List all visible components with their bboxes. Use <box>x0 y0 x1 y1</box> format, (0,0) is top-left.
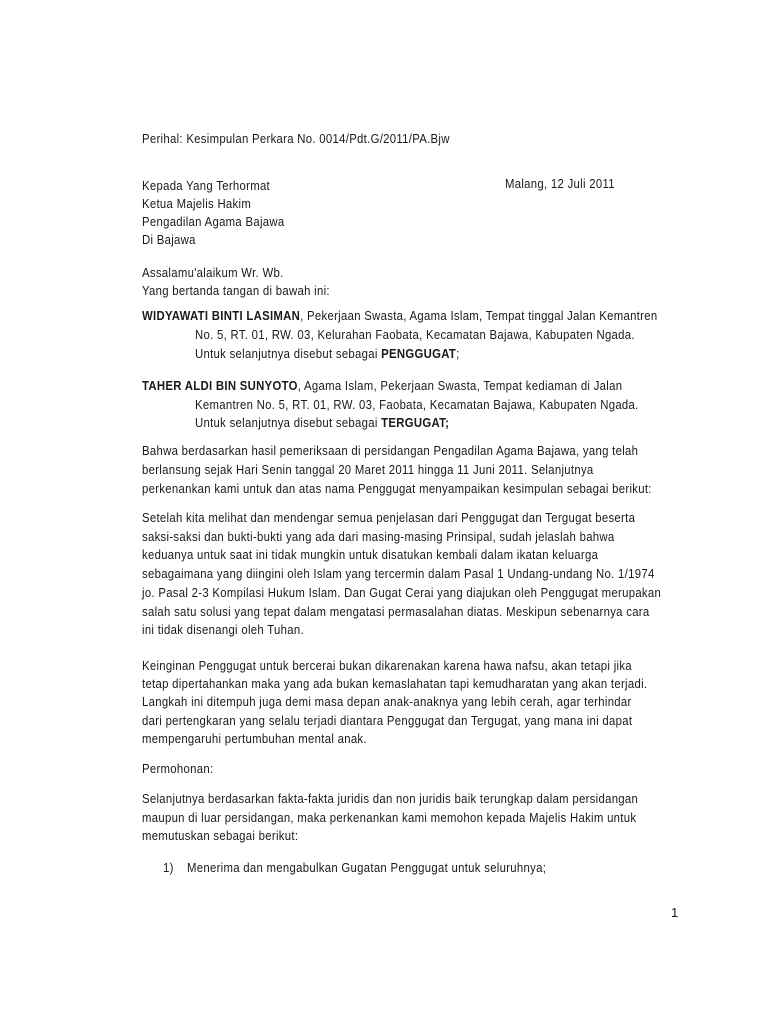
party2-designation-text: Untuk selanjutnya disebut sebagai <box>195 415 382 430</box>
permohonan-heading: Permohonan: <box>142 761 214 776</box>
party2-name: TAHER ALDI BIN SUNYOTO <box>142 378 298 393</box>
recipient-line-4: Di Bajawa <box>142 232 196 247</box>
para3-line: Keinginan Penggugat untuk bercerai bukan dikarenakan karena hawa nafsu, akan tetapi jika <box>142 658 632 673</box>
party1-name: WIDYAWATI BINTI LASIMAN <box>142 308 301 323</box>
para2-line: Setelah kita melihat dan mendengar semua penjelasan dari Penggugat dan Tergugat beserta <box>142 510 636 525</box>
party2-line-2: Kemantren No. 5, RT. 01, RW. 03, Faobata, Kecamatan Bajawa, Kabupaten Ngada. <box>195 397 639 412</box>
party1-designation-text: Untuk selanjutnya disebut sebagai <box>195 346 382 361</box>
party2-details: , Agama Islam, Pekerjaan Swasta, Tempat kediaman di Jalan <box>297 378 623 393</box>
para1-line: Bahwa berdasarkan hasil pemeriksaan di persidangan Pengadilan Agama Bajawa, yang telah <box>142 443 639 458</box>
para4-line: maupun di luar persidangan, maka perkenankan kami memohon kepada Majelis Hakim untuk <box>142 810 637 825</box>
greeting: Assalamu'alaikum Wr. Wb. <box>142 265 284 280</box>
party1-role: PENGGUGAT <box>381 346 457 361</box>
para3-line: tetap dipertahankan maka yang ada bukan kemaslahatan tapi kemudharatan yang akan terjadi. <box>142 676 648 691</box>
recipient-line-3: Pengadilan Agama Bajawa <box>142 214 285 229</box>
subject-line: Perihal: Kesimpulan Perkara No. 0014/Pdt.G/2011/PA.Bjw <box>142 131 450 146</box>
recipient-line-2: Ketua Majelis Hakim <box>142 196 252 211</box>
para1-line: perkenankan kami untuk dan atas nama Penggugat menyampaikan kesimpulan sebagai berikut: <box>142 481 652 496</box>
intro-line: Yang bertanda tangan di bawah ini: <box>142 283 330 298</box>
party2-role: TERGUGAT; <box>381 415 450 430</box>
party1-line-2: No. 5, RT. 01, RW. 03, Kelurahan Faobata, Kecamatan Bajawa, Kabupaten Ngada. <box>195 327 635 342</box>
page-number: 1 <box>671 905 679 920</box>
para4-line: memutuskan sebagai berikut: <box>142 828 299 843</box>
para2-line: jo. Pasal 2-3 Kompilasi Hukum Islam. Dan Gugat Cerai yang diajukan oleh Penggugat merupakan <box>142 585 662 600</box>
para1-line: berlansung sejak Hari Senin tanggal 20 Maret 2011 hingga 11 Juni 2011. Selanjutnya <box>142 462 594 477</box>
para3-line: mempengaruhi pertumbuhan mental anak. <box>142 731 367 746</box>
para2-line: salah satu solusi yang tepat dalam mengatasi permasalahan diatas. Meskipun sebenarnya cara <box>142 604 650 619</box>
party1-line-3 <box>195 344 460 363</box>
list-item-number: 1) <box>163 860 174 875</box>
party1-details: , Pekerjaan Swasta, Agama Islam, Tempat tinggal Jalan Kemantren <box>300 308 658 323</box>
party2-line-1 <box>142 376 622 395</box>
party2-line-3 <box>195 413 449 432</box>
letter-date: Malang, 12 Juli 2011 <box>505 176 615 191</box>
party1-role-suffix: ; <box>456 346 460 361</box>
para4-line: Selanjutnya berdasarkan fakta-fakta juridis dan non juridis baik terungkap dalam persidangan <box>142 791 639 806</box>
para3-line: dari pertengkaran yang selalu terjadi diantara Penggugat dan Tergugat, yang mana ini dapat <box>142 713 633 728</box>
party1-line-1 <box>142 306 657 325</box>
para2-line: saksi-saksi dan bukti-bukti yang ada dari masing-masing Prinsipal, sudah jelaslah bahwa <box>142 529 615 544</box>
list-item-text: Menerima dan mengabulkan Gugatan Penggugat untuk seluruhnya; <box>187 860 547 875</box>
para2-line: ini tidak disenangi oleh Tuhan. <box>142 622 304 637</box>
para3-line: Langkah ini ditempuh juga demi masa depan anak-anaknya yang lebih cerah, agar terhindar <box>142 694 632 709</box>
para2-line: keduanya untuk saat ini tidak mungkin untuk disatukan kembali dalam ikatan keluarga <box>142 547 599 562</box>
recipient-line-1: Kepada Yang Terhormat <box>142 178 271 193</box>
para2-line: sebagaimana yang diingini oleh Islam yang tercermin dalam Pasal 1 Undang-undang No. 1/1974 <box>142 566 655 581</box>
